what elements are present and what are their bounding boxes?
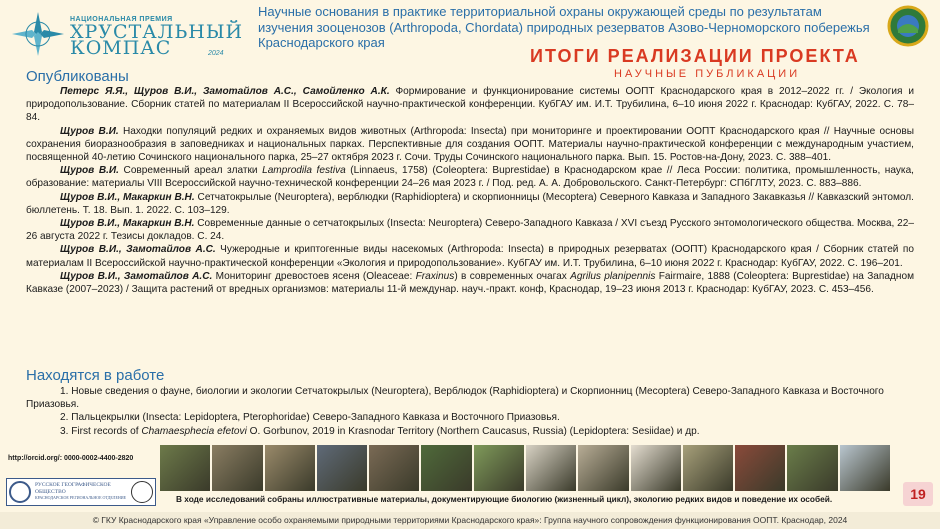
- project-title: Научные основания в практике территориальной охраны окружающей среды по результатам изучения зооценозов (Arthropoda, Chordata) природных резерватов Азово-Черноморского побережья Краснодарского края: [258, 4, 870, 50]
- page-number: 19: [903, 482, 933, 506]
- rgs-line1: РУССКОЕ ГЕОГРАФИЧЕСКОЕ: [35, 482, 111, 488]
- organization-emblem-icon: [884, 5, 932, 47]
- sub-heading: НАУЧНЫЕ ПУБЛИКАЦИИ: [614, 68, 801, 80]
- ground-beetle-photo: [212, 445, 262, 491]
- logo-prize-label: НАЦИОНАЛЬНАЯ ПРЕМИЯ: [70, 16, 173, 23]
- moth-brown-photo: [578, 445, 628, 491]
- bee-on-flower-photo: [421, 445, 471, 491]
- logo-brand-line1: ХРУСТАЛЬНЫЙ: [70, 21, 244, 43]
- moth-pale-photo: [631, 445, 681, 491]
- moth-white-photo: [526, 445, 576, 491]
- rgs-line3: КРАСНОДАРСКОЕ РЕГИОНАЛЬНОЕ ОТДЕЛЕНИЕ: [35, 495, 127, 500]
- rgs-seal-icon: [9, 481, 31, 503]
- reference-item: Щуров В.И. Современный ареал златки Lamprodila festiva (Linnaeus, 1758) (Coleoptera: Buprestidae) в Краснодарском крае // Леса России: политика, промышленность, наука, образование: материалы VIII Всероссийской научно-технической конференции 24–26 мая 2023 г. / Под. ред. А. А. Добровольского. Санкт-Петербург: СПбГЛТУ, 2023. С. 883–886.: [26, 165, 914, 190]
- insect-emblem-icon: [131, 481, 153, 503]
- reference-item: Щуров В.И., Макаркин В.Н. Современные данные о сетчатокрылых (Insecta: Neuroptera) Северо-Западного Кавказа / XVI съезд Русского энтомологического общества. Москва, 22–26 августа 2022 г. Тезисы докладов. С. 24.: [26, 218, 914, 243]
- orcid-link[interactable]: http://orcid.org/: 0000-0002-4400-2820: [8, 455, 134, 462]
- grasshopper-photo: [160, 445, 210, 491]
- photo-strip: [160, 445, 890, 491]
- flowers-photo: [735, 445, 785, 491]
- lacewing-photo: [683, 445, 733, 491]
- reference-item: Щуров В.И. Находки популяций редких и охраняемых видов животных (Arthropoda: Insecta) при мониторинге и проектировании ООПТ Краснодарского края // Научные основы сохранения биоразнообразия в заповедниках и национальных парках. Перспективные для создания ООПТ. Материалы научно-практической конференции с международным участием, посвященной 40-летию Сочинского национального парка, 25–27 октября 2023 г. Сочи. Труды Сочинского национального парка. Вып. 15. Ростов-на-Дону, 2023. С. 388–401.: [26, 125, 914, 164]
- insect-on-wood-photo: [369, 445, 419, 491]
- rgs-line2: ОБЩЕСТВО: [35, 488, 66, 495]
- references-list: [26, 85, 914, 296]
- reference-item: Щуров В.И., Замотайлов А.С. Мониторинг древостоев ясеня (Oleaceae: Fraxinus) в современных очагах Agrilus planipennis Fairmaire, 1888 (Coleoptera: Buprestidae) на Западном Кавказе (2007–2023) / Защита растений от вредных организмов: материалы 11-й междунар. науч.-практ. конф, Краснодар, 19–23 июня 2013 г. Краснодар: КубГАУ, 2023. С. 453–456.: [26, 270, 915, 296]
- reference-item: Щуров В.И., Макаркин В.Н. Сетчатокрылые (Neuroptera), верблюдки (Raphidioptera) и скорпионницы (Mecoptera) Северного Кавказа и Западного Закавказья // Кавказский энтомол. бюллетень. Т. 18. Вып. 1. 2022. С. 103–129.: [26, 191, 914, 216]
- rgs-logo: [6, 478, 156, 506]
- logo-brand-line2: КОМПАС: [70, 37, 172, 59]
- section-published-heading: Опубликованы: [26, 68, 129, 85]
- beetle-on-leaf-photo: [787, 445, 837, 491]
- crystal-compass-logo: [8, 10, 243, 58]
- logo-year: 2024: [208, 50, 224, 57]
- in-work-item: 1. Новые сведения о фауне, биологии и экологии Сетчатокрылых (Neuroptera), Верблюдок (Raphidioptera) и Скорпионниц (Mecoptera) Северо-Западного Кавказа и Восточного Приазовья.: [26, 386, 884, 411]
- section-in-work-heading: Находятся в работе: [26, 367, 165, 384]
- green-plant-photo: [474, 445, 524, 491]
- compass-icon: [8, 10, 68, 58]
- footer: © ГКУ Краснодарского края «Управление особо охраняемыми природными территориями Краснодарского края»: Группа научного сопровождения функционирования ООПТ. Краснодар, 2024: [0, 512, 940, 529]
- main-heading: ИТОГИ РЕАЛИЗАЦИИ ПРОЕКТА: [530, 46, 860, 66]
- in-work-item: 3. First records of Chamaesphecia efetovi O. Gorbunov, 2019 in Krasnodar Territory (Northern Caucasus, Russia) (Lepidoptera: Sesiidae) и др.: [60, 425, 700, 437]
- gull-photo: [840, 445, 890, 491]
- reference-item: Петерс Я.Я., Щуров В.И., Замотайлов А.С., Самойленко А.К. Формирование и функционирование системы ООПТ Краснодарского края в 2012–2022 гг. / Экология и природопользование. Сборник статей по материалам II Всероссийской научно-практической конференции. КубГАУ им. И.Т. Трубилина, 6–10 июня 2022 г. Краснодар: КубГАУ, 2022. С. 78–84.: [26, 86, 914, 124]
- in-work-item: 2. Пальцекрылки (Insecta: Lepidoptera, Pterophoridae) Северо-Западного Кавказа и Восточного Приазовья.: [60, 412, 560, 424]
- larva-photo: [317, 445, 367, 491]
- photo-caption: В ходе исследований собраны иллюстративные материалы, документирующие биологию (жизненный цикл), экологию редких видов и поведение их особей.: [176, 494, 833, 504]
- snake-photo: [265, 445, 315, 491]
- reference-item: Щуров В.И., Замотайлов А.С. Чужеродные и криптогенные виды насекомых (Arthropoda: Insecta) в природных резерватах (ООПТ) Краснодарского края / Сборник статей по материалам II Всероссийской научно-практической конференции «Экология и природопользование». КубГАУ им. И.Т. Трубилина, 6–10 июня 2022 г. Краснодар: КубГАУ, 2022. С. 196–201.: [26, 244, 914, 269]
- in-work-list: [26, 385, 914, 438]
